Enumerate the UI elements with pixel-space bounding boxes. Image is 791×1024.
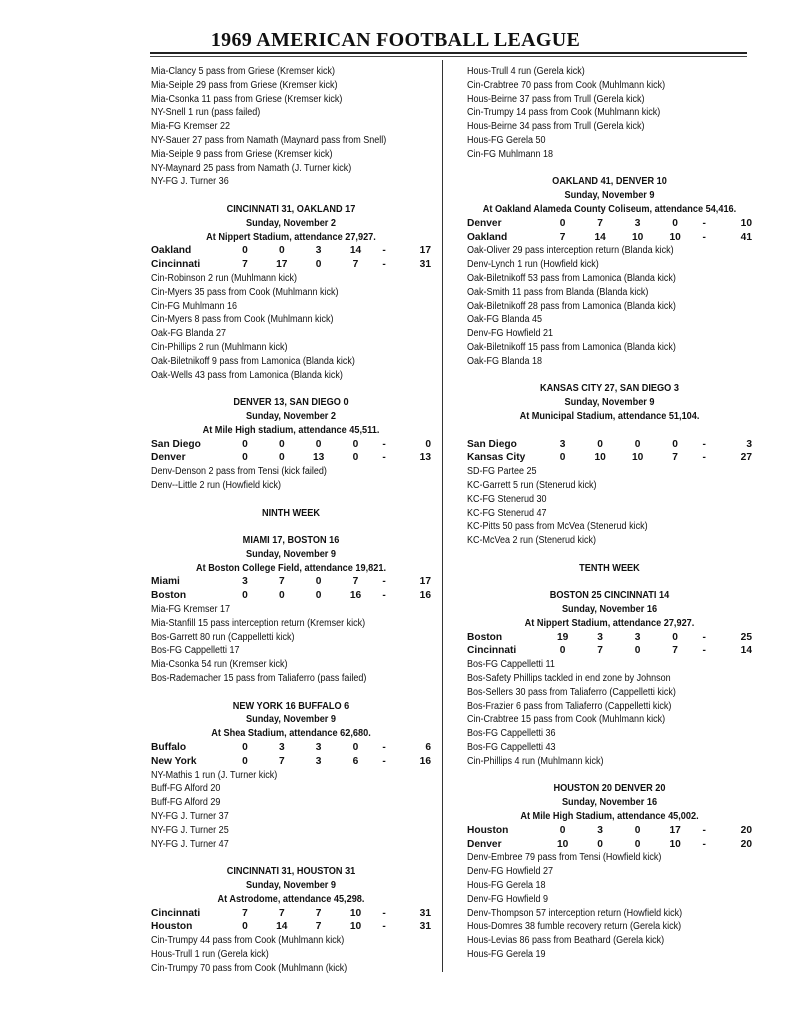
scoring-play: NY-FG J. Turner 36	[151, 176, 229, 188]
quarter-score: 14	[594, 231, 606, 243]
linescore-row	[467, 838, 752, 852]
team-name: Oakland	[151, 245, 192, 257]
scoring-play: Hous-Domres 38 fumble recovery return (Gerela kick)	[467, 921, 682, 933]
scoring-play: Hous-Levias 86 pass from Beathard (Gerela kick)	[467, 935, 665, 947]
quarter-score: 0	[634, 438, 641, 450]
game-heading: Sunday, November 9	[245, 880, 337, 892]
quarter-score: 7	[672, 452, 678, 464]
scoring-play: Cin-Myers 8 pass from Cook (Muhlmann kick)	[151, 314, 334, 326]
score-dash: -	[382, 907, 386, 919]
quarter-score: 0	[242, 742, 248, 754]
quarter-score: 0	[315, 438, 322, 450]
team-name: Cincinnati	[467, 645, 517, 657]
scoring-play: NY-FG J. Turner 25	[151, 824, 229, 836]
quarter-score: 17	[276, 259, 288, 271]
final-score: 31	[419, 907, 432, 919]
scoring-play: KC-FG Stenerud 30	[467, 493, 547, 505]
scoring-play: NY-Maynard 25 pass from Namath (J. Turner kick)	[151, 162, 352, 174]
linescore-row	[467, 451, 752, 465]
final-score: 16	[419, 755, 432, 767]
quarter-score: 0	[242, 590, 248, 602]
quarter-score: 10	[669, 231, 681, 243]
scoring-play: KC-FG Stenerud 47	[467, 507, 547, 519]
score-dash: -	[382, 590, 386, 602]
quarter-score: 0	[634, 838, 641, 850]
score-dash: -	[702, 231, 706, 243]
quarter-score: 6	[352, 755, 359, 767]
quarter-score: 17	[669, 824, 681, 836]
scoring-play: KC-Garrett 5 run (Stenerud kick)	[467, 479, 597, 491]
scoring-play: Cin-Crabtree 15 pass from Cook (Muhlmann kick)	[467, 714, 666, 726]
scoring-play: Mia-Csonka 54 run (Kremser kick)	[151, 659, 288, 671]
quarter-score: 7	[242, 259, 248, 271]
final-score: 0	[425, 438, 432, 450]
scoring-play: Cin-Robinson 2 run (Muhlmann kick)	[151, 272, 298, 284]
scoring-play: Cin-Trumpy 44 pass from Cook (Muhlmann kick)	[151, 935, 345, 947]
quarter-score: 3	[315, 245, 322, 257]
scoring-play: Mia-Csonka 11 pass from Griese (Kremser kick)	[151, 93, 343, 105]
spacer	[467, 162, 752, 176]
scoring-play: NY-FG J. Turner 37	[151, 811, 229, 823]
scoring-play: Oak-Wells 43 pass from Lamonica (Blanda kick)	[151, 369, 343, 381]
scoring-play: Bos-FG Cappelletti 11	[467, 659, 555, 671]
scoring-play: Denv-Thompson 57 interception return (Howfield kick)	[467, 907, 683, 919]
score-dash: -	[382, 921, 386, 933]
score-dash: -	[702, 838, 706, 850]
game-heading: HOUSTON 20 DENVER 20	[553, 783, 666, 795]
quarter-score: 0	[242, 452, 248, 464]
linescore-row	[467, 438, 752, 452]
team-name: Denver	[151, 452, 186, 464]
spacer	[151, 851, 431, 865]
quarter-score: 14	[276, 921, 288, 933]
quarter-score: 10	[556, 838, 569, 850]
quarter-score: 0	[597, 438, 603, 450]
final-score: 13	[419, 452, 432, 464]
game-heading: NINTH WEEK	[261, 507, 321, 519]
scoring-play: NY-FG J. Turner 47	[151, 838, 229, 850]
team-name: Houston	[467, 824, 509, 836]
game-heading: At Municipal Stadium, attendance 51,104.	[519, 410, 700, 422]
quarter-score: 7	[315, 907, 322, 919]
quarter-score: 0	[278, 452, 285, 464]
quarter-score: 7	[597, 217, 603, 229]
quarter-score: 0	[634, 824, 641, 836]
spacer	[467, 424, 752, 438]
scoring-play: Cin-Myers 35 pass from Cook (Muhlmann kick)	[151, 286, 339, 298]
scoring-play: Hous-FG Gerela 18	[467, 880, 546, 892]
scoring-play: KC-McVea 2 run (Stenerud kick)	[467, 535, 597, 547]
quarter-score: 0	[315, 259, 322, 271]
linescore-row	[467, 631, 752, 645]
scoring-play: Cin-FG Muhlmann 18	[467, 148, 554, 160]
game-heading: At Nippert Stadium, attendance 27,927.	[524, 617, 695, 629]
quarter-score: 0	[597, 838, 603, 850]
quarter-score: 0	[672, 438, 678, 450]
scoring-play: Mia-Clancy 5 pass from Griese (Kremser kick)	[151, 66, 336, 77]
team-name: Oakland	[467, 231, 508, 243]
scoring-play: Denv-Denson 2 pass from Tensi (kick failed)	[151, 466, 327, 478]
page-title: 1969 AMERICAN FOOTBALL LEAGUE	[210, 29, 581, 51]
quarter-score: 3	[278, 742, 285, 754]
team-name: Boston	[151, 590, 187, 602]
quarter-score: 7	[278, 755, 285, 767]
spacer	[151, 520, 431, 534]
scoring-play: Oak-Biletnikoff 9 pass from Lamonica (Blanda kick)	[151, 355, 355, 367]
linescore-row	[467, 217, 752, 231]
game-heading: KANSAS CITY 27, SAN DIEGO 3	[540, 383, 679, 395]
quarter-score: 0	[242, 755, 248, 767]
quarter-score: 3	[315, 755, 322, 767]
left-column	[151, 65, 431, 976]
quarter-score: 0	[315, 590, 322, 602]
final-score: 20	[740, 838, 752, 850]
game-heading: NEW YORK 16 BUFFALO 6	[232, 700, 350, 712]
scoring-play: Buff-FG Alford 29	[151, 797, 221, 809]
score-dash: -	[382, 245, 386, 257]
scoring-play: Buff-FG Alford 20	[151, 783, 221, 795]
game-heading: CINCINNATI 31, HOUSTON 31	[226, 866, 356, 878]
score-dash: -	[382, 438, 386, 450]
scoring-play: Bos-FG Cappelletti 17	[151, 645, 240, 657]
score-dash: -	[702, 824, 706, 836]
game-heading: At Mile High Stadium, attendance 45,002.	[520, 811, 699, 823]
linescore-row	[151, 755, 431, 769]
quarter-score: 0	[242, 921, 248, 933]
quarter-score: 14	[349, 245, 362, 257]
team-name: Denver	[467, 838, 502, 850]
score-dash: -	[702, 452, 706, 464]
scoring-play: Hous-Trull 4 run (Gerela kick)	[467, 66, 585, 77]
scoring-play: Oak-Oliver 29 pass interception return (Blanda kick)	[467, 245, 674, 257]
team-name: Cincinnati	[151, 259, 201, 271]
quarter-score: 3	[597, 824, 603, 836]
game-heading: At Boston College Field, attendance 19,821.	[195, 562, 387, 574]
team-name: San Diego	[151, 438, 201, 450]
quarter-score: 0	[559, 217, 566, 229]
linescore-row	[467, 644, 752, 658]
quarter-score: 0	[559, 452, 566, 464]
scoring-play: Mia-FG Kremser 17	[151, 604, 231, 616]
scoring-play: Cin-Trumpy 70 pass from Cook (Muhlmann (kick)	[151, 962, 348, 974]
scoring-play: Bos-Safety Phillips tackled in end zone by Johnson	[467, 673, 671, 685]
scoring-play: Denv-FG Howfield 21	[467, 328, 554, 340]
quarter-score: 0	[672, 631, 678, 643]
quarter-score: 3	[315, 742, 322, 754]
linescore-row	[151, 589, 431, 603]
scoring-play: Denv-Lynch 1 run (Howfield kick)	[467, 259, 599, 271]
linescore-row	[151, 575, 431, 589]
right-column	[467, 65, 752, 962]
quarter-score: 10	[349, 907, 362, 919]
game-heading: At Oakland Alameda County Coliseum, attendance 54,416.	[482, 203, 737, 215]
spacer	[151, 686, 431, 700]
game-heading: At Mile High stadium, attendance 45,511.	[202, 424, 380, 436]
linescore-row	[467, 824, 752, 838]
score-dash: -	[382, 576, 386, 588]
scoring-play: Bos-FG Cappelletti 43	[467, 742, 556, 754]
game-heading: BOSTON 25 CINCINNATI 14	[549, 590, 670, 602]
game-heading: Sunday, November 16	[561, 797, 658, 809]
scoring-play: Oak-Biletnikoff 53 pass from Lamonica (Blanda kick)	[467, 272, 676, 284]
quarter-score: 10	[594, 452, 606, 464]
game-heading: CINCINNATI 31, OAKLAND 17	[226, 203, 356, 215]
game-heading: OAKLAND 41, DENVER 10	[552, 176, 667, 188]
scoring-play: Denv-FG Howfield 9	[467, 893, 549, 905]
scoring-play: Bos-Frazier 6 pass from Taliaferro (Cappelletti kick)	[467, 700, 672, 712]
final-score: 10	[740, 217, 752, 229]
scoring-play: NY-Snell 1 run (pass failed)	[151, 107, 261, 119]
game-heading: At Nippert Stadium, attendance 27,927.	[206, 231, 376, 243]
quarter-score: 19	[556, 631, 569, 643]
final-score: 17	[419, 576, 432, 588]
quarter-score: 0	[672, 217, 678, 229]
game-heading: Sunday, November 9	[245, 548, 337, 560]
final-score: 27	[740, 452, 752, 464]
scoring-play: Bos-Rademacher 15 pass from Taliaferro (pass failed)	[151, 673, 367, 685]
scoring-play: Bos-Garrett 80 run (Cappelletti kick)	[151, 631, 295, 643]
scoring-play: Mia-Seiple 29 pass from Griese (Kremser kick)	[151, 79, 338, 91]
spacer	[151, 189, 431, 203]
game-heading: Sunday, November 16	[561, 604, 658, 616]
score-dash: -	[382, 452, 386, 464]
quarter-score: 0	[352, 438, 359, 450]
quarter-score: 0	[242, 245, 248, 257]
column-divider	[442, 60, 443, 972]
team-name: Miami	[151, 576, 180, 588]
quarter-score: 7	[315, 921, 322, 933]
scoring-play: Cin-Phillips 4 run (Muhlmann kick)	[467, 755, 604, 767]
team-name: Boston	[467, 631, 503, 643]
game-heading: MIAMI 17, BOSTON 16	[242, 535, 340, 547]
title-rule-thin	[150, 56, 747, 57]
team-name: Cincinnati	[151, 907, 201, 919]
scoring-play: Oak-FG Blanda 18	[467, 355, 543, 367]
spacer	[467, 769, 752, 783]
scoring-play: Hous-FG Gerela 19	[467, 949, 546, 960]
game-heading: TENTH WEEK	[579, 562, 640, 574]
scoring-play: Hous-Beirne 34 pass from Trull (Gerela kick)	[467, 121, 645, 133]
team-name: Denver	[467, 217, 502, 229]
scoring-play: Denv-FG Howfield 27	[467, 866, 554, 878]
scoring-play: Mia-FG Kremser 22	[151, 121, 231, 133]
score-dash: -	[382, 259, 386, 271]
linescore-row	[151, 244, 431, 258]
scoring-play: Oak-Biletnikoff 28 pass from Lamonica (Blanda kick)	[467, 300, 676, 312]
quarter-score: 7	[559, 231, 566, 243]
spacer	[467, 575, 752, 589]
linescore-row	[151, 741, 431, 755]
team-name: New York	[151, 755, 197, 767]
quarter-score: 3	[634, 217, 641, 229]
final-score: 41	[740, 231, 752, 243]
final-score: 31	[419, 921, 432, 933]
quarter-score: 7	[278, 907, 285, 919]
scoring-play: Hous-FG Gerela 50	[467, 134, 546, 146]
quarter-score: 7	[597, 645, 603, 657]
quarter-score: 0	[634, 645, 641, 657]
quarter-score: 7	[242, 907, 248, 919]
scoring-play: Bos-Sellers 30 pass from Taliaferro (Cappelletti kick)	[467, 686, 676, 698]
quarter-score: 13	[312, 452, 325, 464]
quarter-score: 16	[349, 590, 362, 602]
final-score: 17	[419, 245, 432, 257]
team-name: Houston	[151, 921, 193, 933]
linescore-row	[151, 907, 431, 921]
scoring-play: Oak-Biletnikoff 15 pass from Lamonica (Blanda kick)	[467, 341, 676, 353]
final-score: 25	[740, 631, 752, 643]
quarter-score: 0	[278, 590, 285, 602]
team-name: San Diego	[467, 438, 517, 450]
scoring-play: Oak-Smith 11 pass from Blanda (Blanda kick)	[467, 286, 649, 298]
quarter-score: 10	[669, 838, 681, 850]
quarter-score: 0	[352, 452, 359, 464]
team-name: Buffalo	[151, 742, 187, 754]
scoring-play: Denv--Little 2 run (Howfield kick)	[151, 479, 282, 491]
score-dash: -	[382, 742, 386, 754]
scoring-play: Mia-Stanfill 15 pass interception return (Kremser kick)	[151, 617, 366, 629]
quarter-score: 3	[242, 576, 248, 588]
game-heading: At Shea Stadium, attendance 62,680.	[211, 728, 371, 740]
spacer	[151, 382, 431, 396]
scoring-play: Mia-Seiple 9 pass from Griese (Kremser kick)	[151, 148, 333, 160]
quarter-score: 3	[597, 631, 603, 643]
score-dash: -	[382, 755, 386, 767]
quarter-score: 0	[242, 438, 248, 450]
game-heading: Sunday, November 9	[245, 714, 337, 726]
scoring-play: Bos-FG Cappelletti 36	[467, 728, 556, 740]
score-dash: -	[702, 631, 706, 643]
quarter-score: 7	[352, 576, 359, 588]
scoring-play: Denv-Embree 79 pass from Tensi (Howfield kick)	[467, 852, 662, 864]
game-heading: Sunday, November 9	[564, 397, 655, 409]
scoring-play: KC-Pitts 50 pass from McVea (Stenerud kick)	[467, 521, 648, 533]
scoring-play: Cin-Phillips 2 run (Muhlmann kick)	[151, 341, 288, 353]
quarter-score: 10	[631, 452, 644, 464]
scoring-play: Oak-FG Blanda 27	[151, 328, 227, 340]
final-score: 31	[419, 259, 432, 271]
final-score: 16	[419, 590, 432, 602]
spacer	[151, 493, 431, 507]
game-heading: Sunday, November 2	[245, 410, 337, 422]
scoring-play: Hous-Trull 1 run (Gerela kick)	[151, 949, 269, 960]
linescore-row	[151, 451, 431, 465]
linescore-row	[151, 258, 431, 272]
spacer	[467, 369, 752, 383]
quarter-score: 7	[672, 645, 678, 657]
team-name: Kansas City	[467, 452, 526, 464]
quarter-score: 0	[559, 824, 566, 836]
scoring-play: NY-Mathis 1 run (J. Turner kick)	[151, 769, 278, 781]
game-heading: At Astrodome, attendance 45,298.	[217, 893, 365, 905]
quarter-score: 0	[278, 245, 285, 257]
scoring-play: Cin-Crabtree 70 pass from Cook (Muhlmann kick)	[467, 79, 666, 91]
quarter-score: 0	[559, 645, 566, 657]
final-score: 14	[740, 645, 752, 657]
title-rule-thick	[150, 52, 747, 54]
quarter-score: 10	[631, 231, 644, 243]
game-heading: DENVER 13, SAN DIEGO 0	[233, 397, 349, 409]
linescore-row	[151, 438, 431, 452]
scoring-play: Cin-FG Muhlmann 16	[151, 300, 238, 312]
final-score: 20	[740, 824, 752, 836]
scoring-play: Hous-Beirne 37 pass from Trull (Gerela kick)	[467, 93, 645, 105]
spacer	[467, 548, 752, 562]
score-dash: -	[702, 645, 706, 657]
scoring-play: Cin-Trumpy 14 pass from Cook (Muhlmann kick)	[467, 107, 661, 119]
quarter-score: 0	[315, 576, 322, 588]
quarter-score: 0	[278, 438, 285, 450]
linescore-row	[467, 231, 752, 245]
score-dash: -	[702, 217, 706, 229]
scoring-play: Oak-FG Blanda 45	[467, 314, 543, 326]
scoring-play: SD-FG Partee 25	[467, 466, 537, 478]
quarter-score: 7	[352, 259, 359, 271]
game-heading: Sunday, November 9	[564, 190, 655, 202]
quarter-score: 10	[349, 921, 362, 933]
quarter-score: 3	[634, 631, 641, 643]
game-heading: Sunday, November 2	[245, 217, 337, 229]
score-dash: -	[702, 438, 706, 450]
quarter-score: 7	[278, 576, 285, 588]
linescore-row	[151, 920, 431, 934]
scoring-play: NY-Sauer 27 pass from Namath (Maynard pass from Snell)	[151, 134, 387, 146]
final-score: 6	[425, 742, 432, 754]
final-score: 3	[746, 438, 752, 450]
quarter-score: 3	[559, 438, 566, 450]
quarter-score: 0	[352, 742, 359, 754]
